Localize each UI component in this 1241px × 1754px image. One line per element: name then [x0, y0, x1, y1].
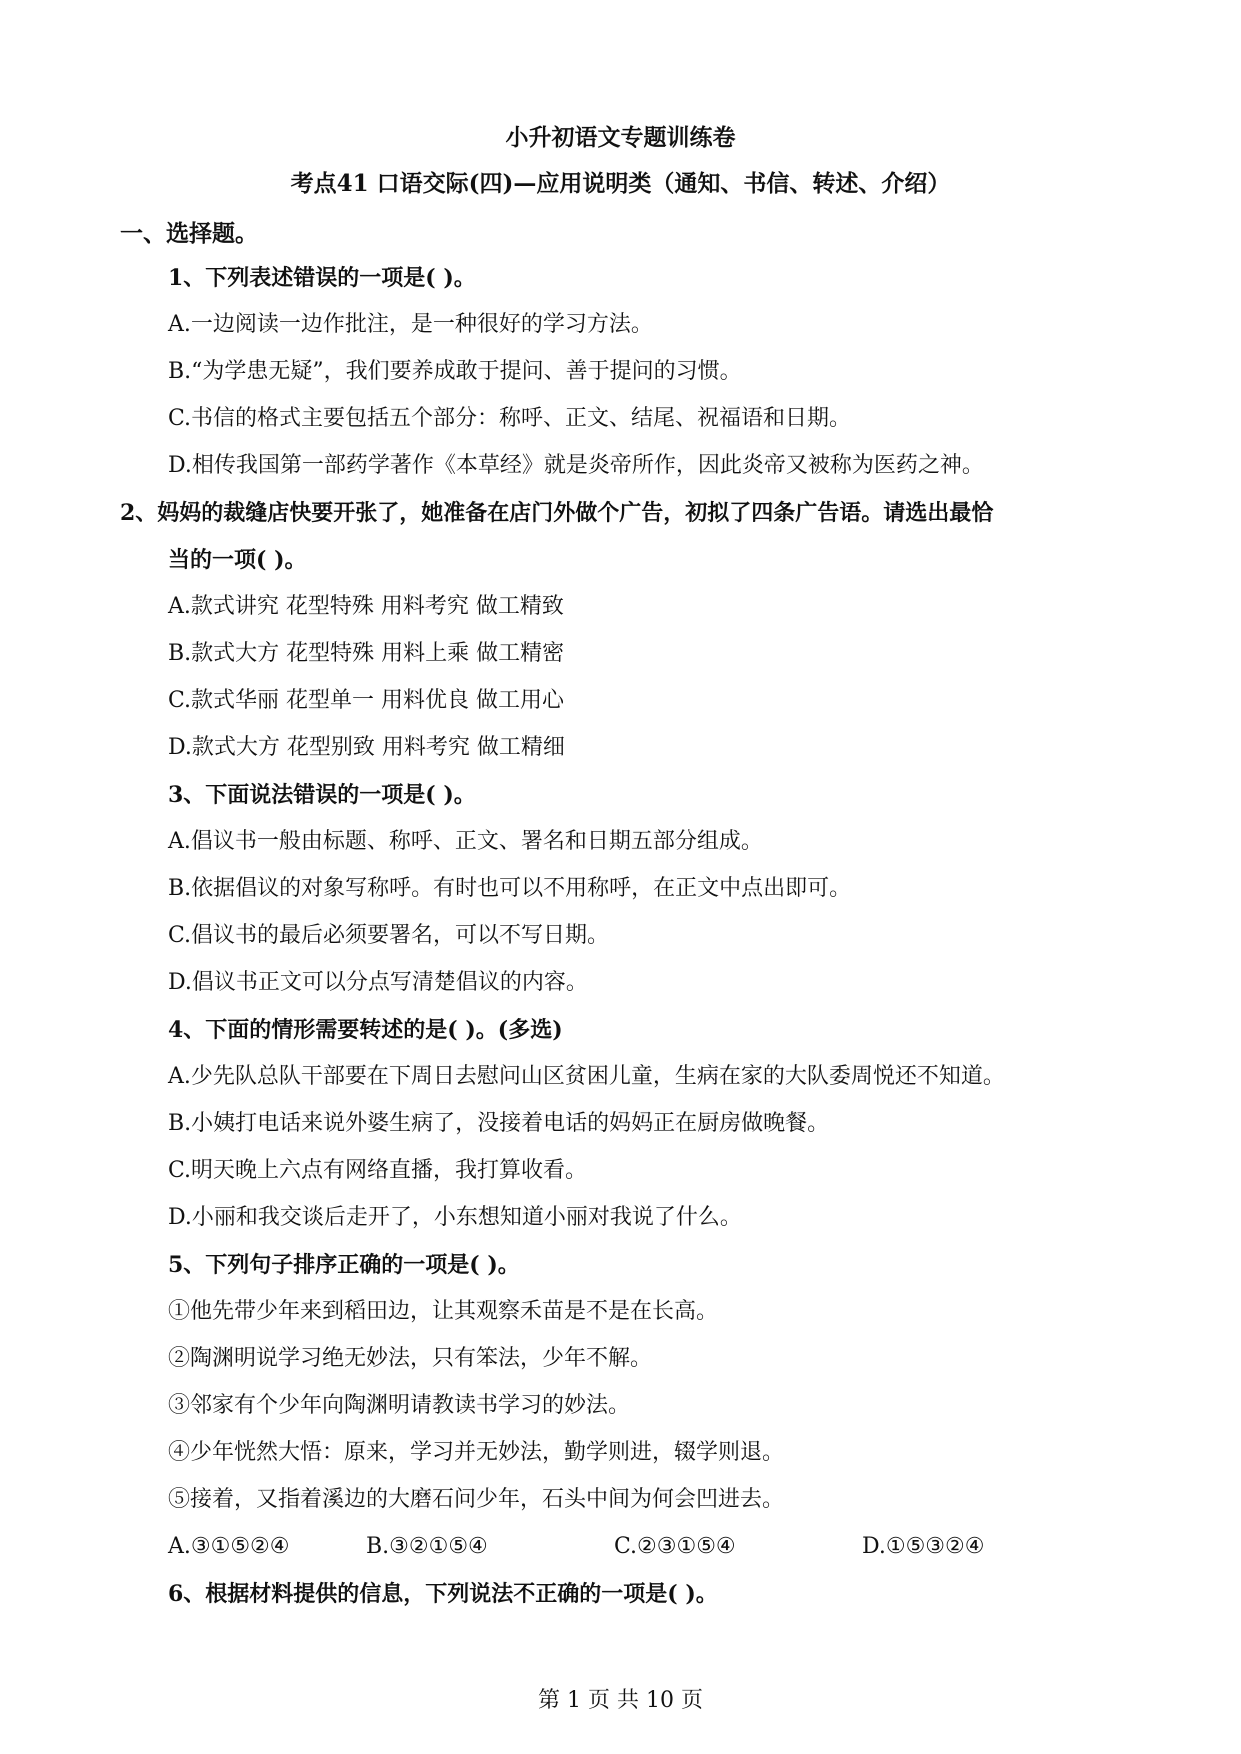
question-1-option-b: B.“为学患无疑”，我们要养成敢于提问、善于提问的习惯。 [168, 359, 742, 384]
question-5-sentence-2: ②陶渊明说学习绝无妙法，只有笨法，少年不解。 [168, 1346, 653, 1371]
question-4-option-a: A.少先队总队干部要在下周日去慰问山区贫困儿童，生病在家的大队委周悦还不知道。 [168, 1064, 1005, 1089]
question-4-option-c: C.明天晚上六点有网络直播，我打算收看。 [168, 1158, 588, 1183]
page-subtitle: 考点41 口语交际(四)—应用说明类（通知、书信、转述、介绍） [290, 170, 951, 197]
question-5-sentence-1: ①他先带少年来到稻田边，让其观察禾苗是不是在长高。 [168, 1299, 719, 1324]
question-4-stem: 4、下面的情形需要转述的是( )。(多选) [168, 1017, 563, 1043]
question-2-stem: 2、妈妈的裁缝店快要开张了，她准备在店门外做个广告，初拟了四条广告语。请选出最恰 [120, 500, 994, 526]
question-5-option-d: D.①⑤③②④ [862, 1534, 985, 1559]
question-4-option-b: B.小姨打电话来说外婆生病了，没接着电话的妈妈正在厨房做晚餐。 [168, 1111, 830, 1136]
question-3-option-a: A.倡议书一般由标题、称呼、正文、署名和日期五部分组成。 [168, 829, 763, 854]
question-5-options-row [0, 1531, 1241, 1563]
question-3-option-b: B.依据倡议的对象写称呼。有时也可以不用称呼，在正文中点出即可。 [168, 876, 852, 901]
question-2-option-d: D.款式大方 花型别致 用料考究 做工精细 [168, 735, 565, 760]
question-2-option-a: A.款式讲究 花型特殊 用料考究 做工精致 [168, 594, 564, 619]
question-5-sentence-4: ④少年恍然大悟：原来，学习并无妙法，勤学则进，辍学则退。 [168, 1440, 785, 1465]
question-6-stem: 6、根据材料提供的信息，下列说法不正确的一项是( )。 [168, 1581, 718, 1607]
page-title: 小升初语文专题训练卷 [505, 124, 736, 151]
question-1-option-d: D.相传我国第一部药学著作《本草经》就是炎帝所作，因此炎帝又被称为医药之神。 [168, 453, 984, 478]
question-3-option-c: C.倡议书的最后必须要署名，可以不写日期。 [168, 923, 610, 948]
question-5-stem: 5、下列句子排序正确的一项是( )。 [168, 1252, 520, 1278]
question-1-stem: 1、下列表述错误的一项是( )。 [168, 265, 476, 291]
question-2-option-c: C.款式华丽 花型单一 用料优良 做工用心 [168, 688, 565, 713]
question-1-option-a: A.一边阅读一边作批注，是一种很好的学习方法。 [168, 312, 653, 337]
question-3-stem: 3、下面说法错误的一项是( )。 [168, 782, 476, 808]
section-heading: 一、选择题。 [120, 220, 258, 247]
question-5-option-a: A.③①⑤②④ [168, 1534, 290, 1559]
question-5-option-c: C.②③①⑤④ [614, 1534, 736, 1559]
question-5-sentence-5: ⑤接着，又指着溪边的大磨石问少年，石头中间为何会凹进去。 [168, 1487, 785, 1512]
question-5-option-b: B.③②①⑤④ [366, 1534, 488, 1559]
question-4-option-d: D.小丽和我交谈后走开了，小东想知道小丽对我说了什么。 [168, 1205, 742, 1230]
question-1-option-c: C.书信的格式主要包括五个部分：称呼、正文、结尾、祝福语和日期。 [168, 406, 852, 431]
question-3-option-d: D.倡议书正文可以分点写清楚倡议的内容。 [168, 970, 588, 995]
question-5-sentence-3: ③邻家有个少年向陶渊明请教读书学习的妙法。 [168, 1393, 631, 1418]
question-2-option-b: B.款式大方 花型特殊 用料上乘 做工精密 [168, 641, 565, 666]
page-footer: 第 1 页 共 10 页 [538, 1688, 703, 1713]
question-2-stem-continued: 当的一项( )。 [168, 547, 307, 573]
